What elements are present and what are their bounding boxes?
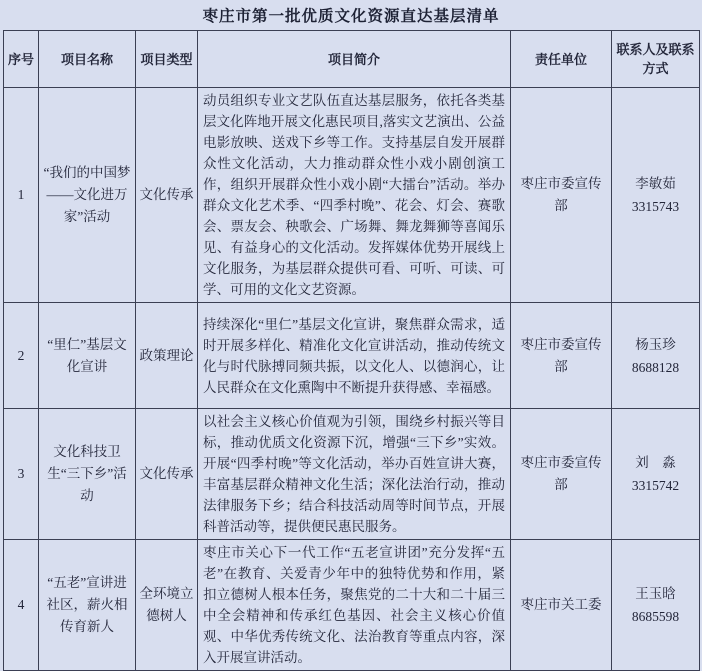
cell-project-name: 文化科技卫生“三下乡”活动 <box>39 409 136 540</box>
cell-project-desc: 枣庄市关心下一代工作“五老宣讲团”充分发挥“五老”在教育、关爱青少年中的独特优势和作用，紧扣立德树人根本任务，聚焦党的二十大和二十届三中全会精神和传承红色基因、社会主义核心价值观、中华优秀传统文化、法治教育等重点内容，深入开展宣讲活动。 <box>198 540 511 671</box>
cell-contact <box>612 88 700 303</box>
page-title: 枣庄市第一批优质文化资源直达基层清单 <box>202 8 500 25</box>
table-row <box>4 409 700 540</box>
cell-unit: 枣庄市委宣传部 <box>511 88 612 303</box>
cell-project-type: 全环境立德树人 <box>136 540 198 671</box>
table-row <box>4 303 700 409</box>
header-project-name: 项目名称 <box>39 31 136 88</box>
table-header-row <box>4 31 700 88</box>
cell-contact <box>612 540 700 671</box>
cell-contact <box>612 409 700 540</box>
table-row <box>4 540 700 671</box>
header-no: 序号 <box>4 31 39 88</box>
cell-no: 4 <box>4 540 39 671</box>
cell-project-desc: 以社会主义核心价值观为引领，围绕乡村振兴等目标，推动优质文化资源下沉，增强“三下乡”实效。开展“四季村晚”等文化活动，举办百姓宣讲大赛，丰富基层群众精神文化生活；深化法治行动，推动法律服务下乡；结合科技活动周等时间节点，开展科普活动等，提供便民惠民服务。 <box>198 409 511 540</box>
cell-unit: 枣庄市委宣传部 <box>511 409 612 540</box>
table-row <box>4 88 700 303</box>
contact-name: 刘 淼 <box>635 455 676 470</box>
contact-name: 王玉晗 <box>635 586 676 601</box>
cell-project-desc: 动员组织专业文艺队伍直达基层服务，依托各类基层文化阵地开展文化惠民项目,落实文艺演出、公益电影放映、送戏下乡等工作。支持基层自发开展群众性文化活动，大力推动群众性小戏小剧创演工作，组织开展群众性小戏小剧“大擂台”活动。举办群众文化艺术季、“四季村晚”、花会、灯会、赛歌会、票友会、秧歌会、广场舞、舞龙舞狮等喜闻乐见、有益身心的文化活动。发挥媒体优势开展线上文化服务，为基层群众提供可看、可听、可读、可学、可用的文化文艺资源。 <box>198 88 511 303</box>
cell-no: 2 <box>4 303 39 409</box>
cell-project-desc: 持续深化“里仁”基层文化宣讲，聚焦群众需求，适时开展多样化、精准化文化宣讲活动，推动传统文化与时代脉搏同频共振，以文化人、以德润心，让人民群众在文化熏陶中不断提升获得感、幸福感。 <box>198 303 511 409</box>
cell-no: 3 <box>4 409 39 540</box>
cell-project-type: 文化传承 <box>136 88 198 303</box>
contact-phone: 8685598 <box>631 609 680 624</box>
cell-unit: 枣庄市关工委 <box>511 540 612 671</box>
cell-no: 1 <box>4 88 39 303</box>
contact-phone: 8688128 <box>631 359 680 375</box>
header-project-desc: 项目简介 <box>198 31 511 88</box>
culture-resources-table <box>3 30 700 671</box>
header-contact: 联系人及联系方式 <box>612 31 700 88</box>
cell-project-name: “五老”宣讲进社区，薪火相传育新人 <box>39 540 136 671</box>
contact-name: 杨玉珍 <box>635 336 676 352</box>
cell-project-name: “我们的中国梦——文化进万家”活动 <box>39 88 136 303</box>
cell-project-name: “里仁”基层文化宣讲 <box>39 303 136 409</box>
cell-project-type: 政策理论 <box>136 303 198 409</box>
header-unit: 责任单位 <box>511 31 612 88</box>
cell-unit: 枣庄市委宣传部 <box>511 303 612 409</box>
contact-phone: 3315743 <box>631 199 680 214</box>
contact-phone: 3315742 <box>631 478 680 493</box>
contact-name: 李敏茹 <box>635 176 676 191</box>
header-project-type: 项目类型 <box>136 31 198 88</box>
cell-project-type: 文化传承 <box>136 409 198 540</box>
cell-contact <box>612 303 700 409</box>
